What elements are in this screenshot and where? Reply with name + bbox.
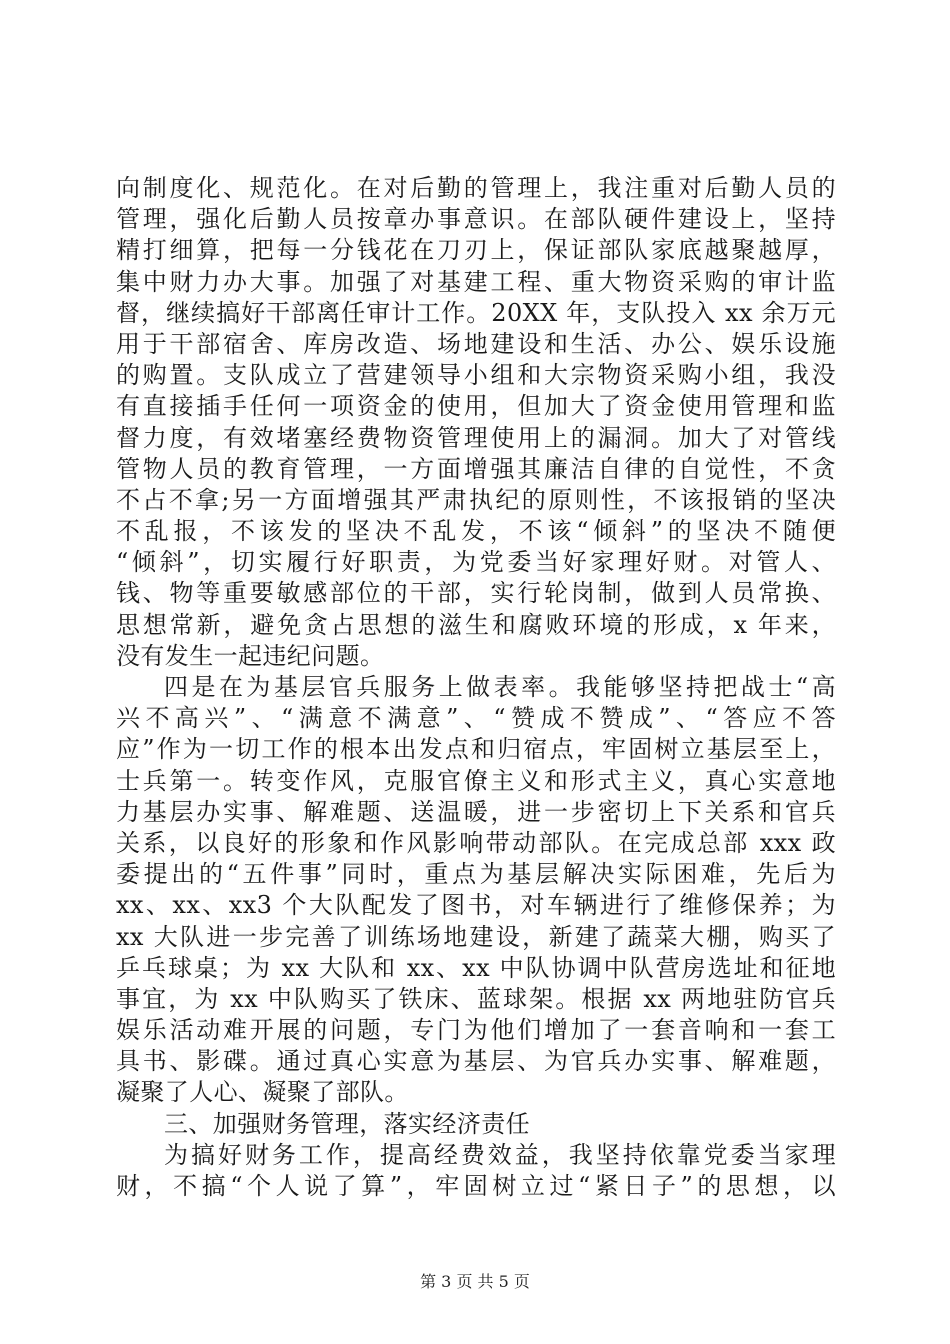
- text-line: 向制度化、规范化。在对后勤的管理上，我注重对后勤人员的: [116, 174, 836, 202]
- text-line: 财，不搞“个人说了算”，牢固树立过“紧日子”的思想，以: [116, 1172, 836, 1200]
- text-line: 的购置。支队成立了营建领导小组和大宗物资采购小组，我没: [116, 361, 836, 390]
- text-line: 力基层办实事、解难题、送温暖，进一步密切上下关系和官兵: [116, 797, 836, 826]
- text-line: 没有发生一起违纪问题。: [116, 641, 385, 670]
- text-line: 不乱报，不该发的坚决不乱发，不该“倾斜”的坚决不随便: [116, 517, 836, 546]
- text-line: 应”作为一切工作的根本出发点和归宿点，牢固树立基层至上，: [116, 735, 836, 764]
- text-line: 兴不高兴”、“满意不满意”、“赞成不赞成”、“答应不答: [116, 704, 836, 733]
- text-line: “倾斜”，切实履行好职责，为党委当好家理好财。对管人、: [116, 548, 836, 577]
- text-line: 四是在为基层官兵服务上做表率。我能够坚持把战士“高: [164, 673, 836, 701]
- text-line: 管理，强化后勤人员按章办事意识。在部队硬件建设上，坚持: [116, 205, 836, 234]
- text-line: 有直接插手任何一项资金的使用，但加大了资金使用管理和监: [116, 392, 836, 421]
- text-line: 乒乓球桌；为 xx 大队和 xx、xx 中队协调中队营房选址和征地: [116, 953, 836, 982]
- text-line: 具书、影碟。通过真心实意为基层、为官兵办实事、解难题，: [116, 1047, 836, 1076]
- text-line: 三、加强财务管理，落实经济责任: [164, 1109, 530, 1138]
- text-line: 委提出的“五件事”同时，重点为基层解决实际困难，先后为: [116, 860, 836, 889]
- text-line: 督，继续搞好干部离任审计工作。20XX 年，支队投入 xx 余万元: [116, 298, 836, 327]
- text-line: 士兵第一。转变作风，克服官僚主义和形式主义，真心实意地: [116, 766, 836, 795]
- text-line: 精打细算，把每一分钱花在刀刃上，保证部队家底越聚越厚，: [116, 236, 836, 265]
- text-line: 凝聚了人心、凝聚了部队。: [116, 1078, 409, 1107]
- text-line: 钱、物等重要敏感部位的干部，实行轮岗制，做到人员常换、: [116, 579, 836, 608]
- text-line: 集中财力办大事。加强了对基建工程、重大物资采购的审计监: [116, 267, 836, 296]
- text-line: 思想常新，避免贪占思想的滋生和腐败环境的形成，x 年来，: [116, 610, 836, 639]
- text-line: 事宜，为 xx 中队购买了铁床、蓝球架。根据 xx 两地驻防官兵: [116, 984, 836, 1013]
- text-line: xx 大队进一步完善了训练场地建设，新建了蔬菜大棚，购买了: [116, 922, 836, 951]
- text-line: 用于干部宿舍、库房改造、场地建设和生活、办公、娱乐设施: [116, 329, 836, 358]
- page-number-footer: 第 3 页 共 5 页: [420, 1272, 530, 1291]
- text-line: 关系，以良好的形象和作风影响带动部队。在完成总部 xxx 政: [116, 828, 836, 857]
- text-line: 为搞好财务工作，提高经费效益，我坚持依靠党委当家理: [164, 1140, 836, 1169]
- text-line: 不占不拿;另一方面增强其严肃执纪的原则性，不该报销的坚决: [116, 485, 836, 514]
- document-body: [116, 173, 836, 1202]
- text-line: 督力度，有效堵塞经费物资管理使用上的漏洞。加大了对管线: [116, 423, 836, 452]
- text-line: xx、xx、xx3 个大队配发了图书，对车辆进行了维修保养；为: [116, 891, 836, 920]
- text-line: 娱乐活动难开展的问题，专门为他们增加了一套音响和一套工: [116, 1016, 836, 1045]
- text-line: 管物人员的教育管理，一方面增强其廉洁自律的自觉性，不贪: [116, 454, 836, 483]
